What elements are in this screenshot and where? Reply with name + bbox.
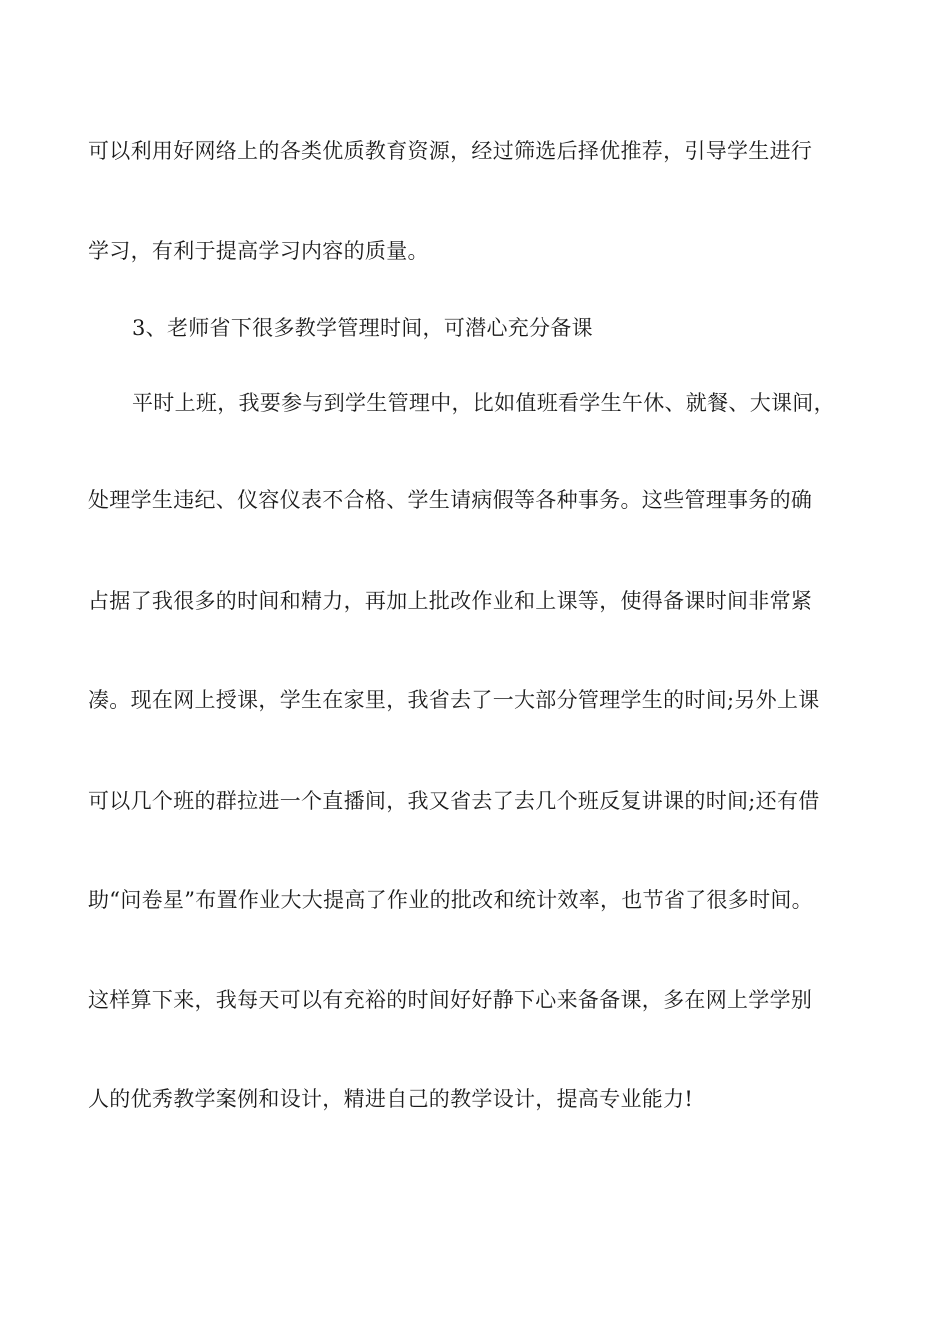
paragraph-line: 可以利用好网络上的各类优质教育资源，经过筛选后择优推荐，引导学生进行 xyxy=(88,139,813,163)
paragraph-line: 学习，有利于提高学习内容的质量。 xyxy=(88,239,429,263)
paragraph-line: 凑。现在网上授课，学生在家里，我省去了一大部分管理学生的时间;另外上课 xyxy=(88,688,820,712)
paragraph-line: 助“问卷星”布置作业大大提高了作业的批改和统计效率，也节省了很多时间。 xyxy=(88,888,813,912)
paragraph-line: 可以几个班的群拉进一个直播间，我又省去了去几个班反复讲课的时间;还有借 xyxy=(88,789,820,813)
paragraph-line: 这样算下来，我每天可以有充裕的时间好好静下心来备备课，多在网上学学别 xyxy=(88,988,813,1012)
paragraph-line: 占据了我很多的时间和精力，再加上批改作业和上课等，使得备课时间非常紧 xyxy=(88,589,813,613)
paragraph-line: 人的优秀教学案例和设计，精进自己的教学设计，提高专业能力! xyxy=(88,1087,694,1111)
section-heading: 3、老师省下很多教学管理时间，可潜心充分备课 xyxy=(132,316,593,340)
paragraph-line: 处理学生违纪、仪容仪表不合格、学生请病假等各种事务。这些管理事务的确 xyxy=(88,488,813,512)
paragraph-line: 平时上班，我要参与到学生管理中，比如值班看学生午休、就餐、大课间， xyxy=(132,391,835,415)
